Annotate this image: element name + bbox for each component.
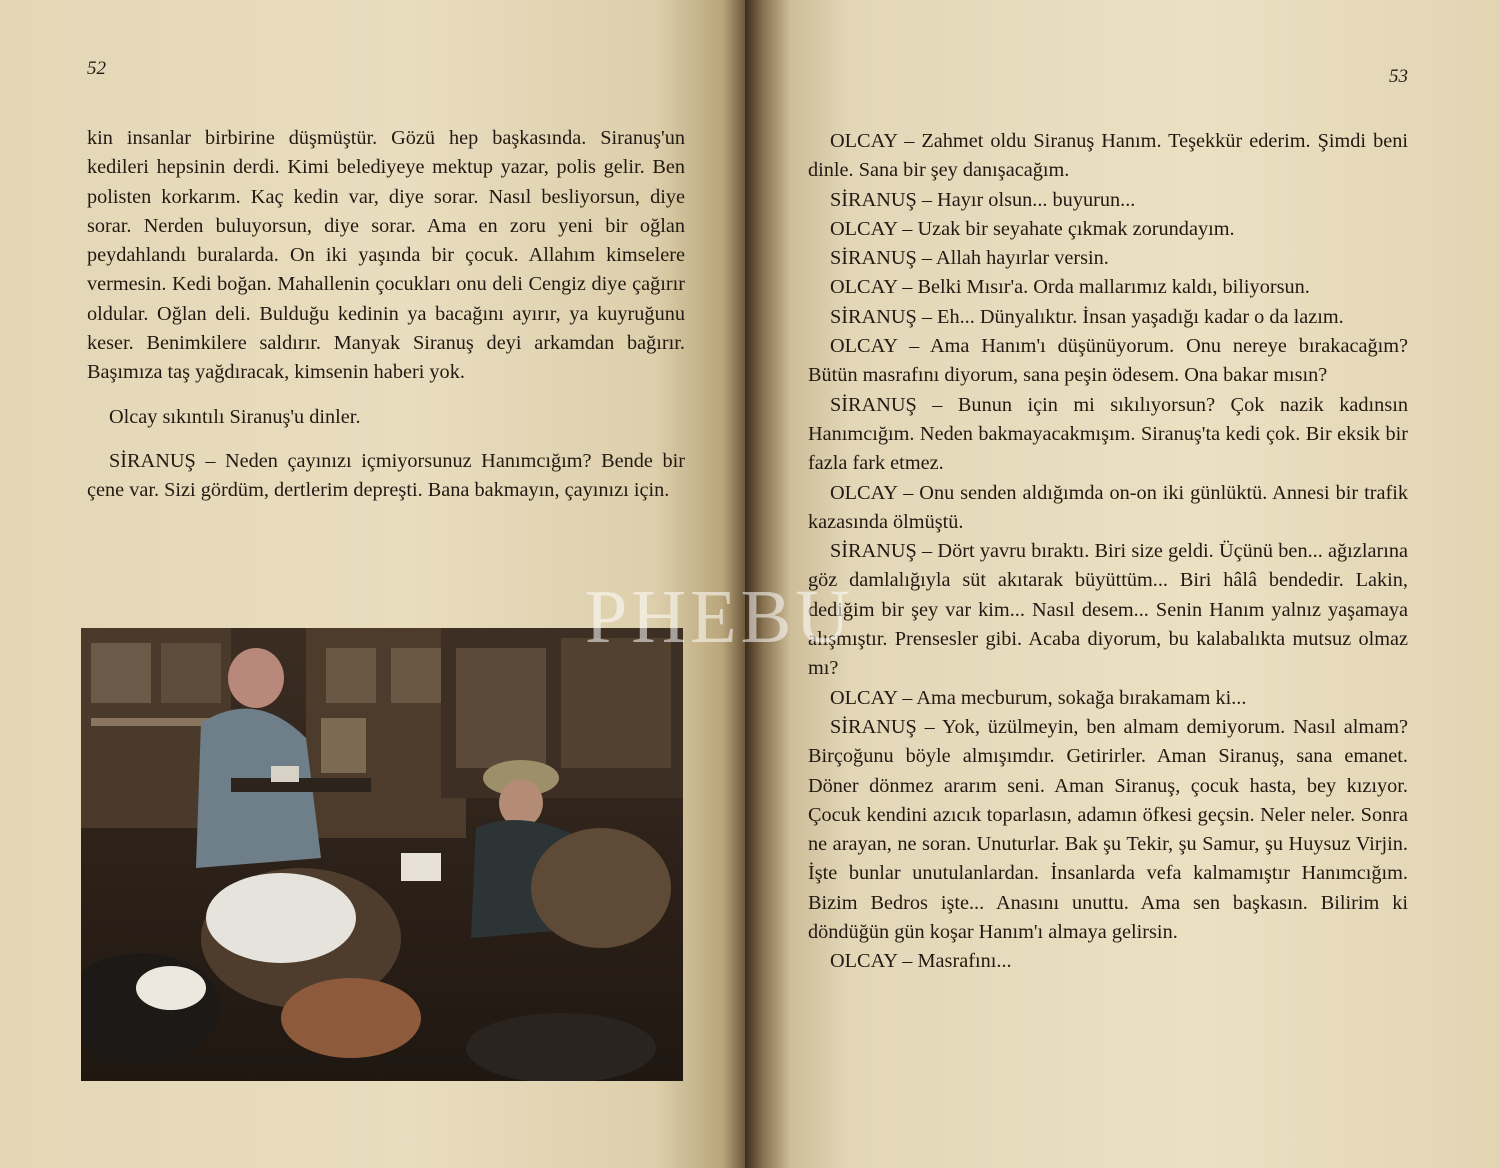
right-text-block — [808, 127, 1408, 977]
dialogue-line: OLCAY – Ama mecburum, sokağa bırakamam ki... — [830, 686, 1247, 709]
dialogue-line: OLCAY – Uzak bir seyahate çıkmak zorundayım. — [830, 217, 1235, 240]
right-page — [745, 0, 1500, 1168]
dialogue-line: OLCAY – Ama Hanım'ı düşünüyorum. Onu nereye bırakacağım? Bütün masrafını diyorum, sana peşin ödesem. Ona bakar mısın? — [808, 335, 1408, 387]
dialogue-line: OLCAY – Onu senden aldığımda on-on iki günlüktü. Annesi bir trafik kazasında ölmüştü. — [808, 481, 1408, 533]
page-number-left: 52 — [87, 58, 106, 79]
dialogue-line: SİRANUŞ – Allah hayırlar versin. — [830, 247, 1109, 270]
dialogue-line: OLCAY – Masrafını... — [830, 950, 1012, 973]
dialogue-line: SİRANUŞ – Dört yavru bıraktı. Biri size geldi. Üçünü ben... ağızlarına göz damlalığıyla süt akıtarak büyüttüm... Biri hâlâ bendedir. Lakin, dediğim bir şey var kim... Nasıl desem... Senin Hanım yalnız yaşamaya alışmıştır. Prensesler gibi. Acaba diyorum, bu kalabalıkta mutsuz olmaz mı? — [808, 540, 1408, 680]
page-number-right: 53 — [1389, 66, 1408, 87]
paragraph: SİRANUŞ – Neden çayınızı içmiyorsunuz Hanımcığım? Bende bir çene var. Sizi gördüm, dertlerim depreşti. Bana bakmayın, çayınızı için. — [87, 449, 685, 502]
left-text-block — [87, 124, 685, 506]
watermark: PHEBU — [585, 575, 855, 659]
dialogue-line: SİRANUŞ – Yok, üzülmeyin, ben almam demiyorum. Nasıl almam? Birçoğunu böyle almışımdır. Getirirler. Aman Siranuş, sana emanet. Döner dönmez ararım seni. Aman Siranuş, çocuk hasta, bey kızıyor. Çocuk kendini azıcık toparlasın, adamın öfkesi geçsin. Neler neler. Sonra ne arayan, ne soran. Unuturlar. Bak şu Tekir, şu Samur, şu Huysuz Virjin. İşte bunlar unutulanlardan. İnsanlarda vefa kalmamıştır Hanımcığım. Bizim Bedros işte... Anasını unuttu. Ama sen başkasın. Bilirim ki döndüğün gün koşar Hanım'ı almaya gelirsin. — [808, 715, 1408, 944]
dialogue-line: OLCAY – Zahmet oldu Siranuş Hanım. Teşekkür ederim. Şimdi beni dinle. Sana bir şey danışacağım. — [808, 130, 1408, 182]
photo-illustration — [81, 628, 683, 1081]
dialogue-line: SİRANUŞ – Bunun için mi sıkılıyorsun? Çok nazik kadınsın Hanımcığım. Neden bakmayacakmışım. Siranuş'ta kedi çok. Bir eksik bir fazla fark etmez. — [808, 393, 1408, 475]
film-still-photo — [81, 628, 683, 1081]
dialogue-line: OLCAY – Belki Mısır'a. Orda mallarımız kaldı, biliyorsun. — [830, 276, 1310, 299]
dialogue-line: SİRANUŞ – Eh... Dünyalıktır. İnsan yaşadığı kadar o da lazım. — [830, 305, 1344, 328]
dialogue-line: SİRANUŞ – Hayır olsun... buyurun... — [830, 188, 1136, 211]
paragraph: Olcay sıkıntılı Siranuş'u dinler. — [109, 405, 361, 428]
paragraph: kin insanlar birbirine düşmüştür. Gözü hep başkasında. Siranuş'un kedileri hepsinin derdi. Kimi belediyeye mektup yazar, polis gelir. Ben polisten korkarım. Kaç kedin var, diye sorar. Nasıl besliyorsun, diye sorar. Nerden buluyorsun, diye sorar. Ama en zoru yeni bir oğlan peydahlandı buralarda. On iki yaşında bir çocuk. Allahım kimselere vermesin. Kedi boğan. Mahallenin çocukları onu deli Cengiz diye çağırır oldular. Oğlan deli. Bulduğu kedinin ya bacağını ayırır, ya kuyruğunu keser. Benimkilere saldırır. Manyak Siranuş deyi arkamdan bağırır. Başımıza taş yağdıracak, kimsenin haberi yok. — [87, 127, 685, 384]
